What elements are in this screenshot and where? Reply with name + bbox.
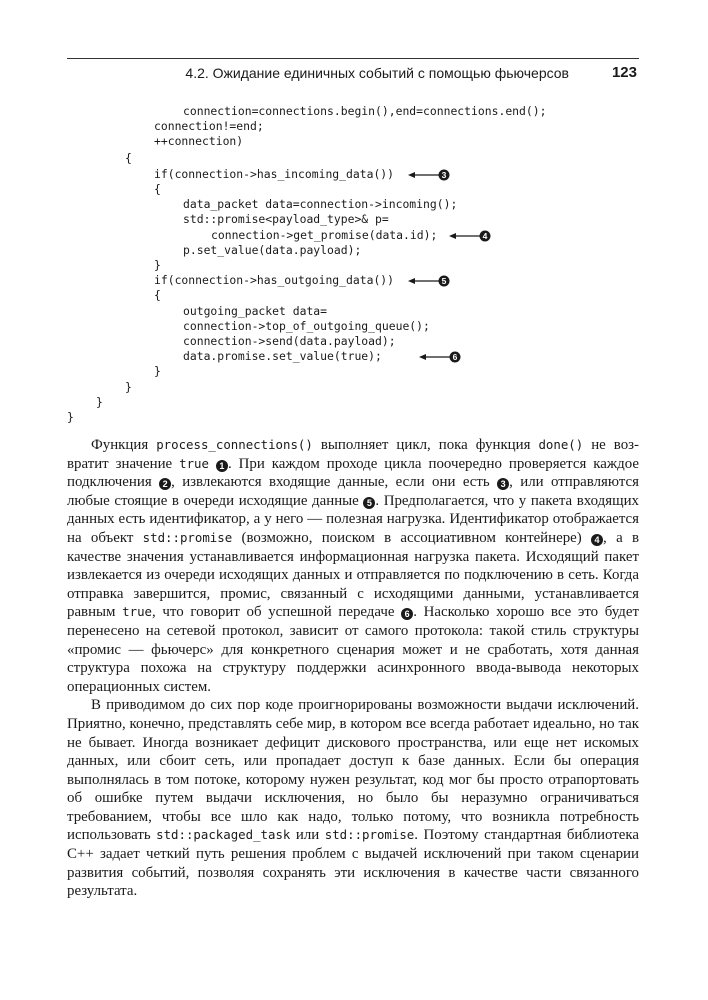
text-run: Функция — [91, 437, 157, 453]
callout-marker: 1 — [216, 460, 228, 472]
callout-number: 4 — [482, 231, 488, 241]
left-arrow-icon — [419, 351, 461, 363]
code-line: std::promise<payload_type>& p= — [183, 212, 389, 226]
text-run: . Насколько хорошо все это будет перенесено на сетевой протокол, зависит от самого протокола: такой стиль структуры «промис — фьючерс» для конкретного сценария может и не сработать, хотя данная структура похожа на структуру поддержки асинхронного ввода-вывода некоторых операционных систем. — [67, 604, 639, 695]
inline-code: std::packaged_task — [156, 827, 291, 843]
code-line: data_packet data=connection->incoming(); — [183, 197, 458, 211]
page-number: 123 — [611, 64, 637, 81]
callout-arrow-6 — [419, 351, 461, 363]
text-run: выполняет цикл, пока функция — [312, 437, 539, 453]
code-line: } — [67, 410, 74, 424]
callout-marker: 2 — [159, 478, 171, 490]
body-text — [67, 436, 639, 901]
text-run: , извлекаются входящие данные, если они есть — [171, 474, 498, 491]
code-line: connection->top_of_outgoing_queue(); — [183, 319, 430, 333]
code-line: outgoing_packet data= — [183, 304, 328, 318]
text-run: . Поэтому стандартная библиотека C++ задает четкий путь решения проблем с выдачей исключений при таком сценарии развития событий, позволяя сохранять эти исключения в качестве части связанного результата. — [67, 827, 639, 900]
inline-code: std::promise — [142, 529, 233, 545]
callout-marker: 3 — [497, 478, 509, 490]
code-line: ++connection) — [154, 134, 244, 148]
code-line: if(connection->has_incoming_data()) — [154, 167, 395, 181]
inline-code: process_connections() — [156, 437, 313, 452]
inline-code: true — [179, 455, 209, 471]
callout-number: 3 — [441, 170, 447, 180]
code-line: connection->get_promise(data.id); — [211, 228, 438, 242]
text-run: (возможно, поиском в ассоциативном контейнере) — [232, 529, 592, 546]
text-run: . При каждом проходе цикла поочередно проверяется каждое подключения — [67, 455, 639, 491]
callout-number: 6 — [452, 352, 458, 362]
inline-code: done() — [538, 437, 584, 452]
code-line: { — [154, 182, 161, 196]
text-run: , а в качестве значения устанавливается информационная нагрузка пакета. Исходящий пакет извлекается из очереди исходящих данных и отправляется по подключению в сеть. Когда отправка завершится, промис, связанный с исходящими данными, устанавливается равным — [67, 529, 639, 621]
callout-marker: 5 — [363, 497, 375, 509]
callout-marker: 6 — [401, 608, 413, 620]
text-run: , или отправляются любые стоящие в очереди исходящие данные — [67, 474, 639, 509]
text-run: или — [290, 827, 325, 844]
callout-number: 5 — [441, 276, 447, 286]
code-line: { — [125, 151, 132, 165]
callout-arrow-3 — [408, 169, 450, 181]
left-arrow-icon — [408, 169, 450, 181]
text-run: В приводимом до сих пор коде проигнорированы возможности выдачи исключений. Приятно, конечно, представлять себе мир, в котором все всегда работает идеально, но так не бывает. Иногда возникает дефицит дискового пространства, или еще нет искомых данных, или сбоит сеть, или пропадает доступ к базе данных. Если бы операция выполнялась в том потоке, которому нужен результат, код мог бы просто отрапортовать об ошибке путем выдачи исключения, но было бы неразумно ограничиваться требованием, чтобы все шло как надо, только потому, что возникла потребность использовать — [67, 697, 639, 844]
text-run: не возвратит значение — [67, 437, 639, 472]
running-title: 4.2. Ожидание единичных событий с помощью фьючерсов — [185, 65, 569, 81]
code-line: connection!=end; — [154, 119, 264, 133]
callout-arrow-4 — [449, 230, 491, 242]
code-line: } — [154, 364, 161, 378]
callout-marker: 4 — [591, 534, 603, 546]
left-arrow-icon — [408, 275, 450, 287]
code-line: connection=connections.begin(),end=connections.end(); — [183, 104, 547, 118]
callout-arrow-5 — [408, 275, 450, 287]
left-arrow-icon — [449, 230, 491, 242]
inline-code: true — [122, 604, 153, 620]
code-line: } — [125, 380, 132, 394]
code-line: } — [154, 258, 161, 272]
text-run: , что говорит об успешной передаче — [152, 604, 402, 621]
code-line: connection->send(data.payload); — [183, 334, 396, 348]
header-rule — [67, 58, 639, 59]
code-line: data.promise.set_value(true); — [183, 349, 382, 363]
code-line: { — [154, 288, 161, 302]
paragraph — [67, 436, 639, 696]
page-header — [67, 63, 639, 85]
code-line: if(connection->has_outgoing_data()) — [154, 273, 395, 287]
paragraph — [67, 696, 639, 901]
inline-code: std::promise — [324, 827, 415, 843]
code-line: p.set_value(data.payload); — [183, 243, 362, 257]
code-line: } — [96, 395, 103, 409]
text-run: . Предполагается, что у пакета входящих данных есть идентификатор, а у него — полезная нагрузка. Идентификатор отображается на объект — [67, 492, 639, 546]
